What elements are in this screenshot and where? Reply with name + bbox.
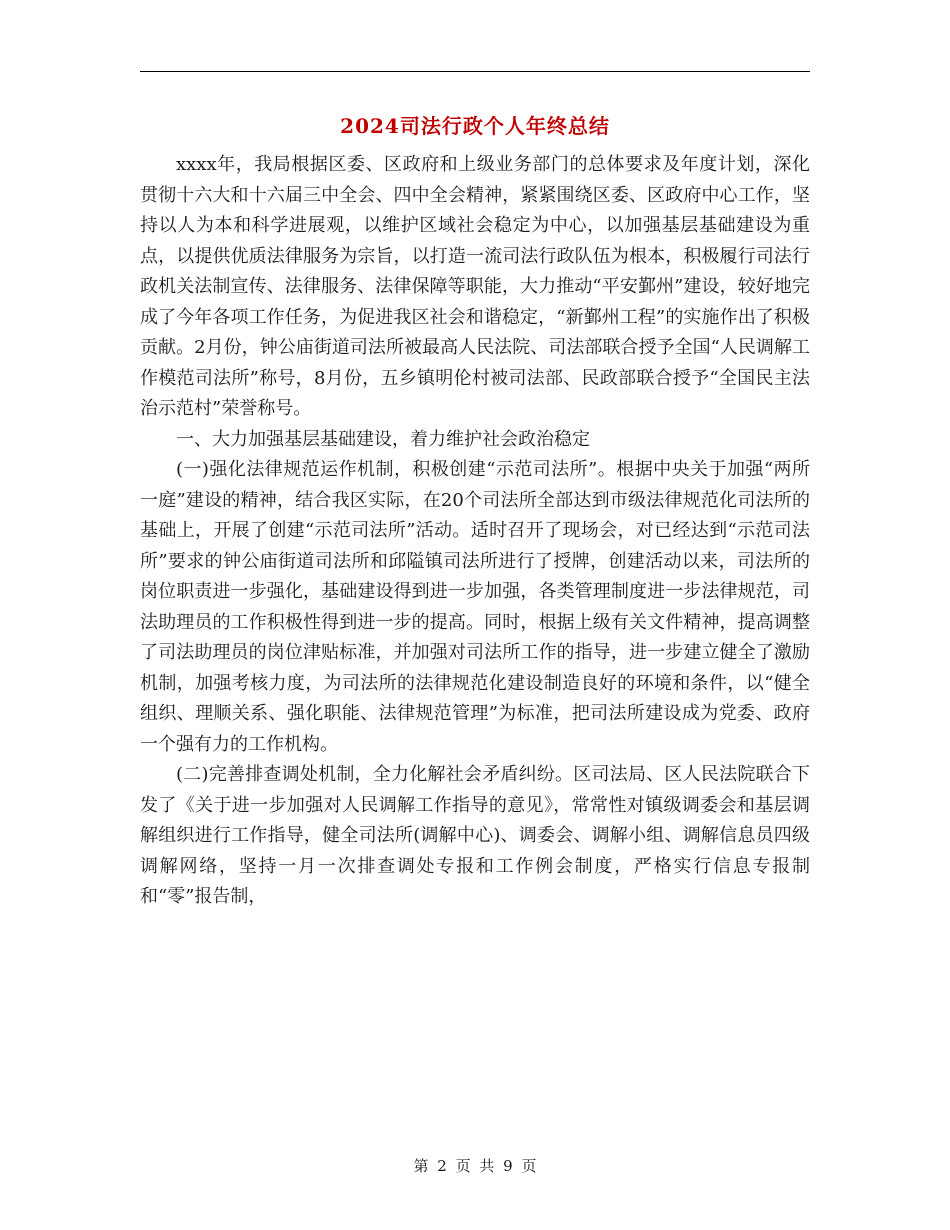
header-rule bbox=[140, 71, 810, 72]
page-number-footer: 第 2 页 共 9 页 bbox=[413, 1157, 537, 1175]
section-heading-1: 一、大力加强基层基础建设，着力维护社会政治稳定 bbox=[176, 428, 590, 450]
paragraph-section-1-item-2: (二)完善排查调处机制，全力化解社会矛盾纠纷。区司法局、区人民法院联合下发了《关于进一步加强对人民调解工作指导的意见》，常常性对镇级调委会和基层调解组织进行工作指导，健全司法所(调解中心)、调委会、调解小组、调解信息员四级调解网络，坚持一月一次排查调处专报和工作例会制度，严格实行信息专报制和“零”报告制， bbox=[140, 764, 810, 907]
paragraph-section-1-item-1: (一)强化法律规范运作机制，积极创建“示范司法所”。根据中央关于加强“两所一庭”建设的精神，结合我区实际，在20个司法所全部达到市级法律规范化司法所的基础上，开展了创建“示范司法所”活动。适时召开了现场会，对已经达到“示范司法所”要求的钟公庙街道司法所和邱隘镇司法所进行了授牌，创建活动以来，司法所的岗位职责进一步强化，基础建设得到进一步加强，各类管理制度进一步法律规范，司法助理员的工作积极性得到进一步的提高。同时，根据上级有关文件精神，提高调整了司法助理员的岗位津贴标准，并加强对司法所工作的指导，进一步建立健全了激励机制，加强考核力度，为司法所的法律规范化建设制造良好的环境和条件，以“健全组织、理顺关系、强化职能、法律规范管理”为标准，把司法所建设成为党委、政府一个强有力的工作机构。 bbox=[140, 459, 810, 755]
document-body bbox=[140, 150, 810, 913]
paragraph-intro: xxxx年，我局根据区委、区政府和上级业务部门的总体要求及年度计划，深化贯彻十六大和十六届三中全会、四中全会精神，紧紧围绕区委、区政府中心工作，坚持以人为本和科学进展观，以维护区域社会稳定为中心，以加强基层基础建设为重点，以提供优质法律服务为宗旨，以打造一流司法行政队伍为根本，积极履行司法行政机关法制宣传、法律服务、法律保障等职能，大力推动“平安鄞州”建设，较好地完成了今年各项工作任务，为促进我区社会和谐稳定，“新鄞州工程”的实施作出了积极贡献。2月份，钟公庙街道司法所被最高人民法院、司法部联合授予全国“人民调解工作模范司法所”称号，8月份，五乡镇明伦村被司法部、民政部联合授予“全国民主法治示范村”荣誉称号。 bbox=[140, 154, 810, 419]
document-title: 2024司法行政个人年终总结 bbox=[340, 114, 610, 138]
